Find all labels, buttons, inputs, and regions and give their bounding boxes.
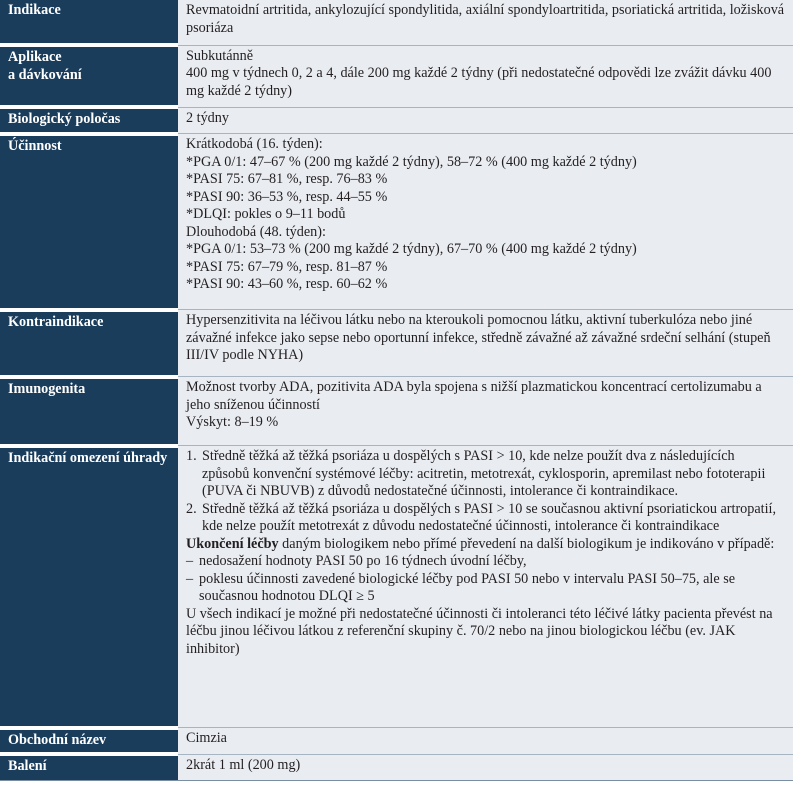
ukonceni-heading: Ukončení léčby xyxy=(186,535,279,552)
value-indikace: Revmatoidní artritida, ankylozující spondylitida, axiální spondyloartritida, psoriatická artritida, ložisková psoriáza xyxy=(178,0,793,45)
ucinnost-line: *PGA 0/1: 53–73 % (200 mg každé 2 týdny), 67–70 % (400 mg každé 2 týdny) xyxy=(186,241,637,257)
label-nazev: Obchodní název xyxy=(0,728,178,755)
value-nazev: Cimzia xyxy=(178,728,793,755)
ucinnost-line: *PASI 75: 67–79 %, resp. 81–87 % xyxy=(186,258,388,275)
label-imunogenita: Imunogenita xyxy=(0,377,178,446)
dash-item-text: poklesu účinnosti zavedené biologické léčby pod PASI 50 nebo v intervalu PASI 50–75, ale se současnou hodnotou DLQI ≥ 5 xyxy=(199,570,736,604)
value-imunogenita xyxy=(178,377,793,446)
list-item xyxy=(186,448,785,501)
value-polocas: 2 týdny xyxy=(178,107,793,134)
label-indikace: Indikace xyxy=(0,0,178,45)
list-item xyxy=(186,501,785,536)
ucinnost-line: *DLQI: pokles o 9–11 bodů xyxy=(186,206,346,222)
value-kontraindikace: Hypersenzitivita na léčivou látku nebo na kteroukoli pomocnou látku, aktivní tuberkulóza nebo jiné závažné infekce jako sepse nebo oportunní infekce, středně závažné až závažné srdeční selhání (stupeň III/IV podle NYHA) xyxy=(178,310,793,377)
row-polocas xyxy=(0,107,793,134)
label-aplikace-l1: Aplikace xyxy=(8,49,62,65)
ucinnost-line: *PASI 90: 43–60 %, resp. 60–62 % xyxy=(186,276,388,292)
ucinnost-line: Dlouhodobá (48. týden): xyxy=(186,223,326,240)
list-item xyxy=(186,553,785,571)
dash-item-text: nedosažení hodnoty PASI 50 po 16 týdnech úvodní léčby, xyxy=(199,553,527,569)
row-imunogenita xyxy=(0,377,793,446)
row-omezeni xyxy=(0,446,793,728)
list-item-text: Středně těžká až těžká psoriáza u dospělých s PASI > 10, kde nelze použít dva z následujících způsobů konvenční systémové léčby: acitretin, metotrexát, cyklosporin, apremilast nebo fototerapii (PUVA či NBUVB) z důvodů nedostatečné účinnosti, intolerance či kontraindikace. xyxy=(202,448,766,499)
row-ucinnost xyxy=(0,134,793,310)
label-polocas: Biologický poločas xyxy=(0,107,178,134)
ucinnost-line: *PGA 0/1: 47–67 % (200 mg každé 2 týdny), 58–72 % (400 mg každé 2 týdny) xyxy=(186,153,637,170)
label-aplikace xyxy=(0,45,178,107)
aplikace-line-2: 400 mg v týdnech 0, 2 a 4, dále 200 mg každé 2 týdny (při nedostatečné odpovědi lze zvážit dávku 400 mg každé 2 týdny) xyxy=(186,65,772,99)
ucinnost-line: *PASI 90: 36–53 %, resp. 44–55 % xyxy=(186,188,388,205)
omezeni-final-paragraph: U všech indikací je možné při nedostatečné účinnosti či intoleranci této léčivé látky pacienta převést na léčbu jinou léčivou látkou z referenční skupiny č. 70/2 nebo na jinou biologickou léčbu (ev. JAK inhibitor) xyxy=(186,605,773,657)
row-aplikace xyxy=(0,45,793,107)
value-baleni: 2krát 1 ml (200 mg) xyxy=(178,754,793,780)
list-item-text: Středně těžká až těžká psoriáza u dospělých s PASI > 10 se současnou aktivní psoriatickou artropatií, kde nelze použít metotrexát z důvodu nedostatečné účinnosti, intolerance či kontraindikace xyxy=(202,500,777,534)
value-omezeni xyxy=(178,446,793,728)
dash-bullet: – xyxy=(186,570,194,587)
label-ucinnost: Účinnost xyxy=(0,134,178,310)
row-baleni xyxy=(0,754,793,780)
value-aplikace xyxy=(178,45,793,107)
omezeni-numbered-list xyxy=(186,448,785,536)
ukonceni-paragraph xyxy=(186,536,785,554)
imunogenita-vyskyt: Výskyt: 8–19 % xyxy=(186,414,279,430)
label-omezeni: Indikační omezení úhrady xyxy=(0,446,178,728)
dash-bullet: – xyxy=(186,553,194,569)
row-nazev xyxy=(0,728,793,755)
ucinnost-line: Krátkodobá (16. týden): xyxy=(186,136,323,152)
ucinnost-line: *PASI 75: 67–81 %, resp. 76–83 % xyxy=(186,171,388,187)
ukonceni-text: daným biologikem nebo přímé převedení na další biologikum je indikováno v případě: xyxy=(278,535,775,552)
aplikace-line-1: Subkutánně xyxy=(186,47,253,64)
list-item-number: 1. xyxy=(186,448,197,464)
imunogenita-text: Možnost tvorby ADA, pozitivita ADA byla spojena s nižší plazmatickou koncentrací certolizumabu a jeho sníženou účinností xyxy=(186,379,762,413)
list-item-number: 2. xyxy=(186,500,197,517)
label-aplikace-l2: a dávkování xyxy=(8,66,82,83)
row-indikace xyxy=(0,0,793,45)
row-kontraindikace xyxy=(0,310,793,377)
label-baleni: Balení xyxy=(0,754,178,780)
ukonceni-dash-list xyxy=(186,553,785,606)
value-ucinnost xyxy=(178,134,793,310)
list-item xyxy=(186,571,785,606)
label-kontraindikace: Kontraindikace xyxy=(0,310,178,377)
